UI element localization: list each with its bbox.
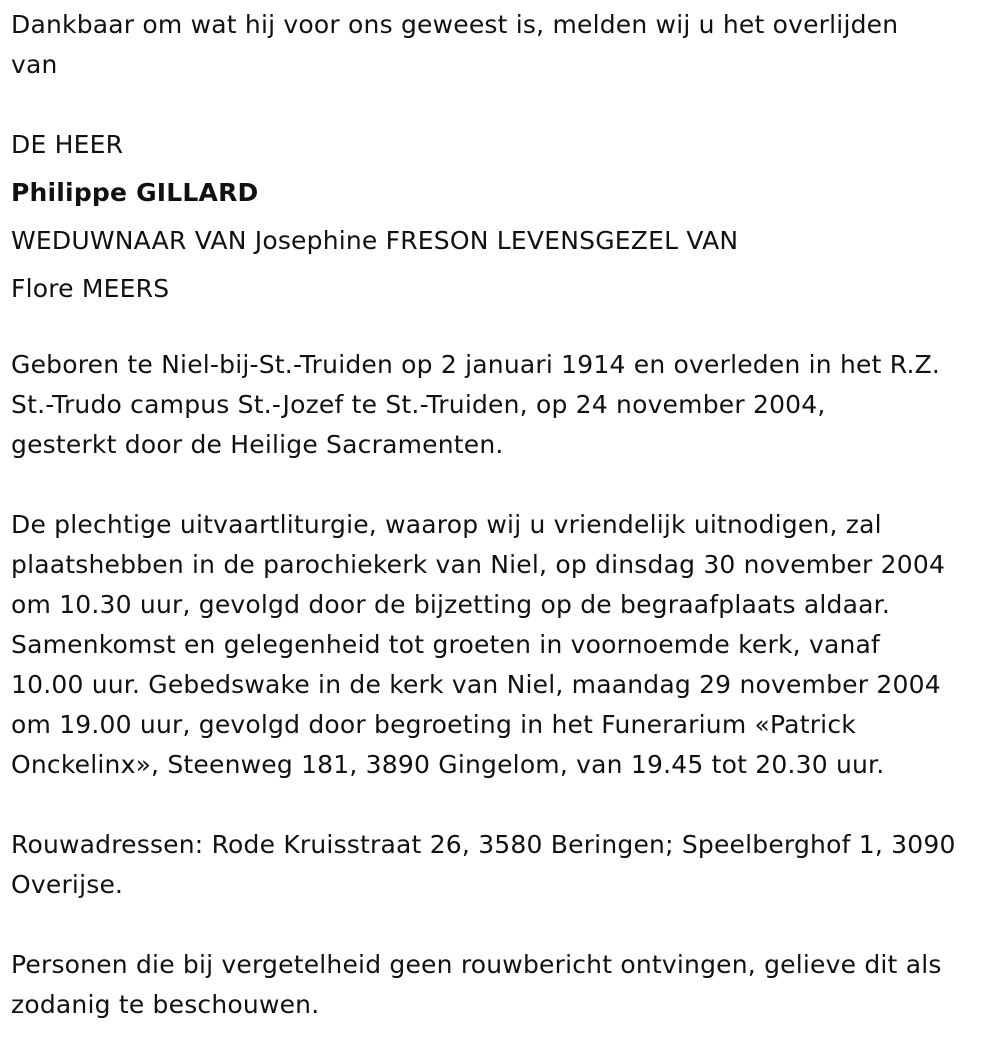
funeral-line-5: 10.00 uur. Gebedswake in de kerk van Niel, maandag 29 november 2004	[11, 670, 941, 699]
intro-line-2: van	[11, 50, 58, 79]
deceased-block	[11, 121, 991, 313]
relation-line-1: WEDUWNAAR VAN Josephine FRESON LEVENSGEZEL VAN	[11, 226, 739, 255]
funeral-line-2: plaatshebben in de parochiekerk van Niel, op dinsdag 30 november 2004	[11, 550, 946, 579]
addresses-line-1: Rouwadressen: Rode Kruisstraat 26, 3580 Beringen; Speelberghof 1, 3090	[11, 830, 956, 859]
addresses-paragraph	[11, 825, 991, 905]
birth-death-line-3: gesterkt door de Heilige Sacramenten.	[11, 430, 504, 459]
closing-line-1: Personen die bij vergetelheid geen rouwbericht ontvingen, gelieve dit als	[11, 950, 942, 979]
deceased-name: Philippe GILLARD	[11, 178, 259, 207]
addresses-line-2: Overijse.	[11, 870, 124, 899]
intro-line-1: Dankbaar om wat hij voor ons geweest is, melden wij u het overlijden	[11, 10, 899, 39]
obituary-document	[11, 0, 991, 1025]
closing-line-2: zodanig te beschouwen.	[11, 990, 320, 1019]
deceased-title: DE HEER	[11, 130, 124, 159]
funeral-line-6: om 19.00 uur, gevolgd door begroeting in het Funerarium «Patrick	[11, 710, 856, 739]
birth-death-line-1: Geboren te Niel-bij-St.-Truiden op 2 januari 1914 en overleden in het R.Z.	[11, 350, 941, 379]
relation-line-2: Flore MEERS	[11, 274, 170, 303]
intro-paragraph	[11, 5, 898, 85]
funeral-line-3: om 10.30 uur, gevolgd door de bijzetting op de begraafplaats aldaar.	[11, 590, 890, 619]
closing-paragraph	[11, 945, 991, 1025]
funeral-line-7: Onckelinx», Steenweg 181, 3890 Gingelom, van 19.45 tot 20.30 uur.	[11, 750, 885, 779]
funeral-line-1: De plechtige uitvaartliturgie, waarop wij u vriendelijk uitnodigen, zal	[11, 510, 882, 539]
birth-death-paragraph	[11, 345, 991, 465]
funeral-paragraph	[11, 505, 991, 785]
funeral-line-4: Samenkomst en gelegenheid tot groeten in voornoemde kerk, vanaf	[11, 630, 881, 659]
birth-death-line-2: St.-Trudo campus St.-Jozef te St.-Truiden, op 24 november 2004,	[11, 390, 826, 419]
